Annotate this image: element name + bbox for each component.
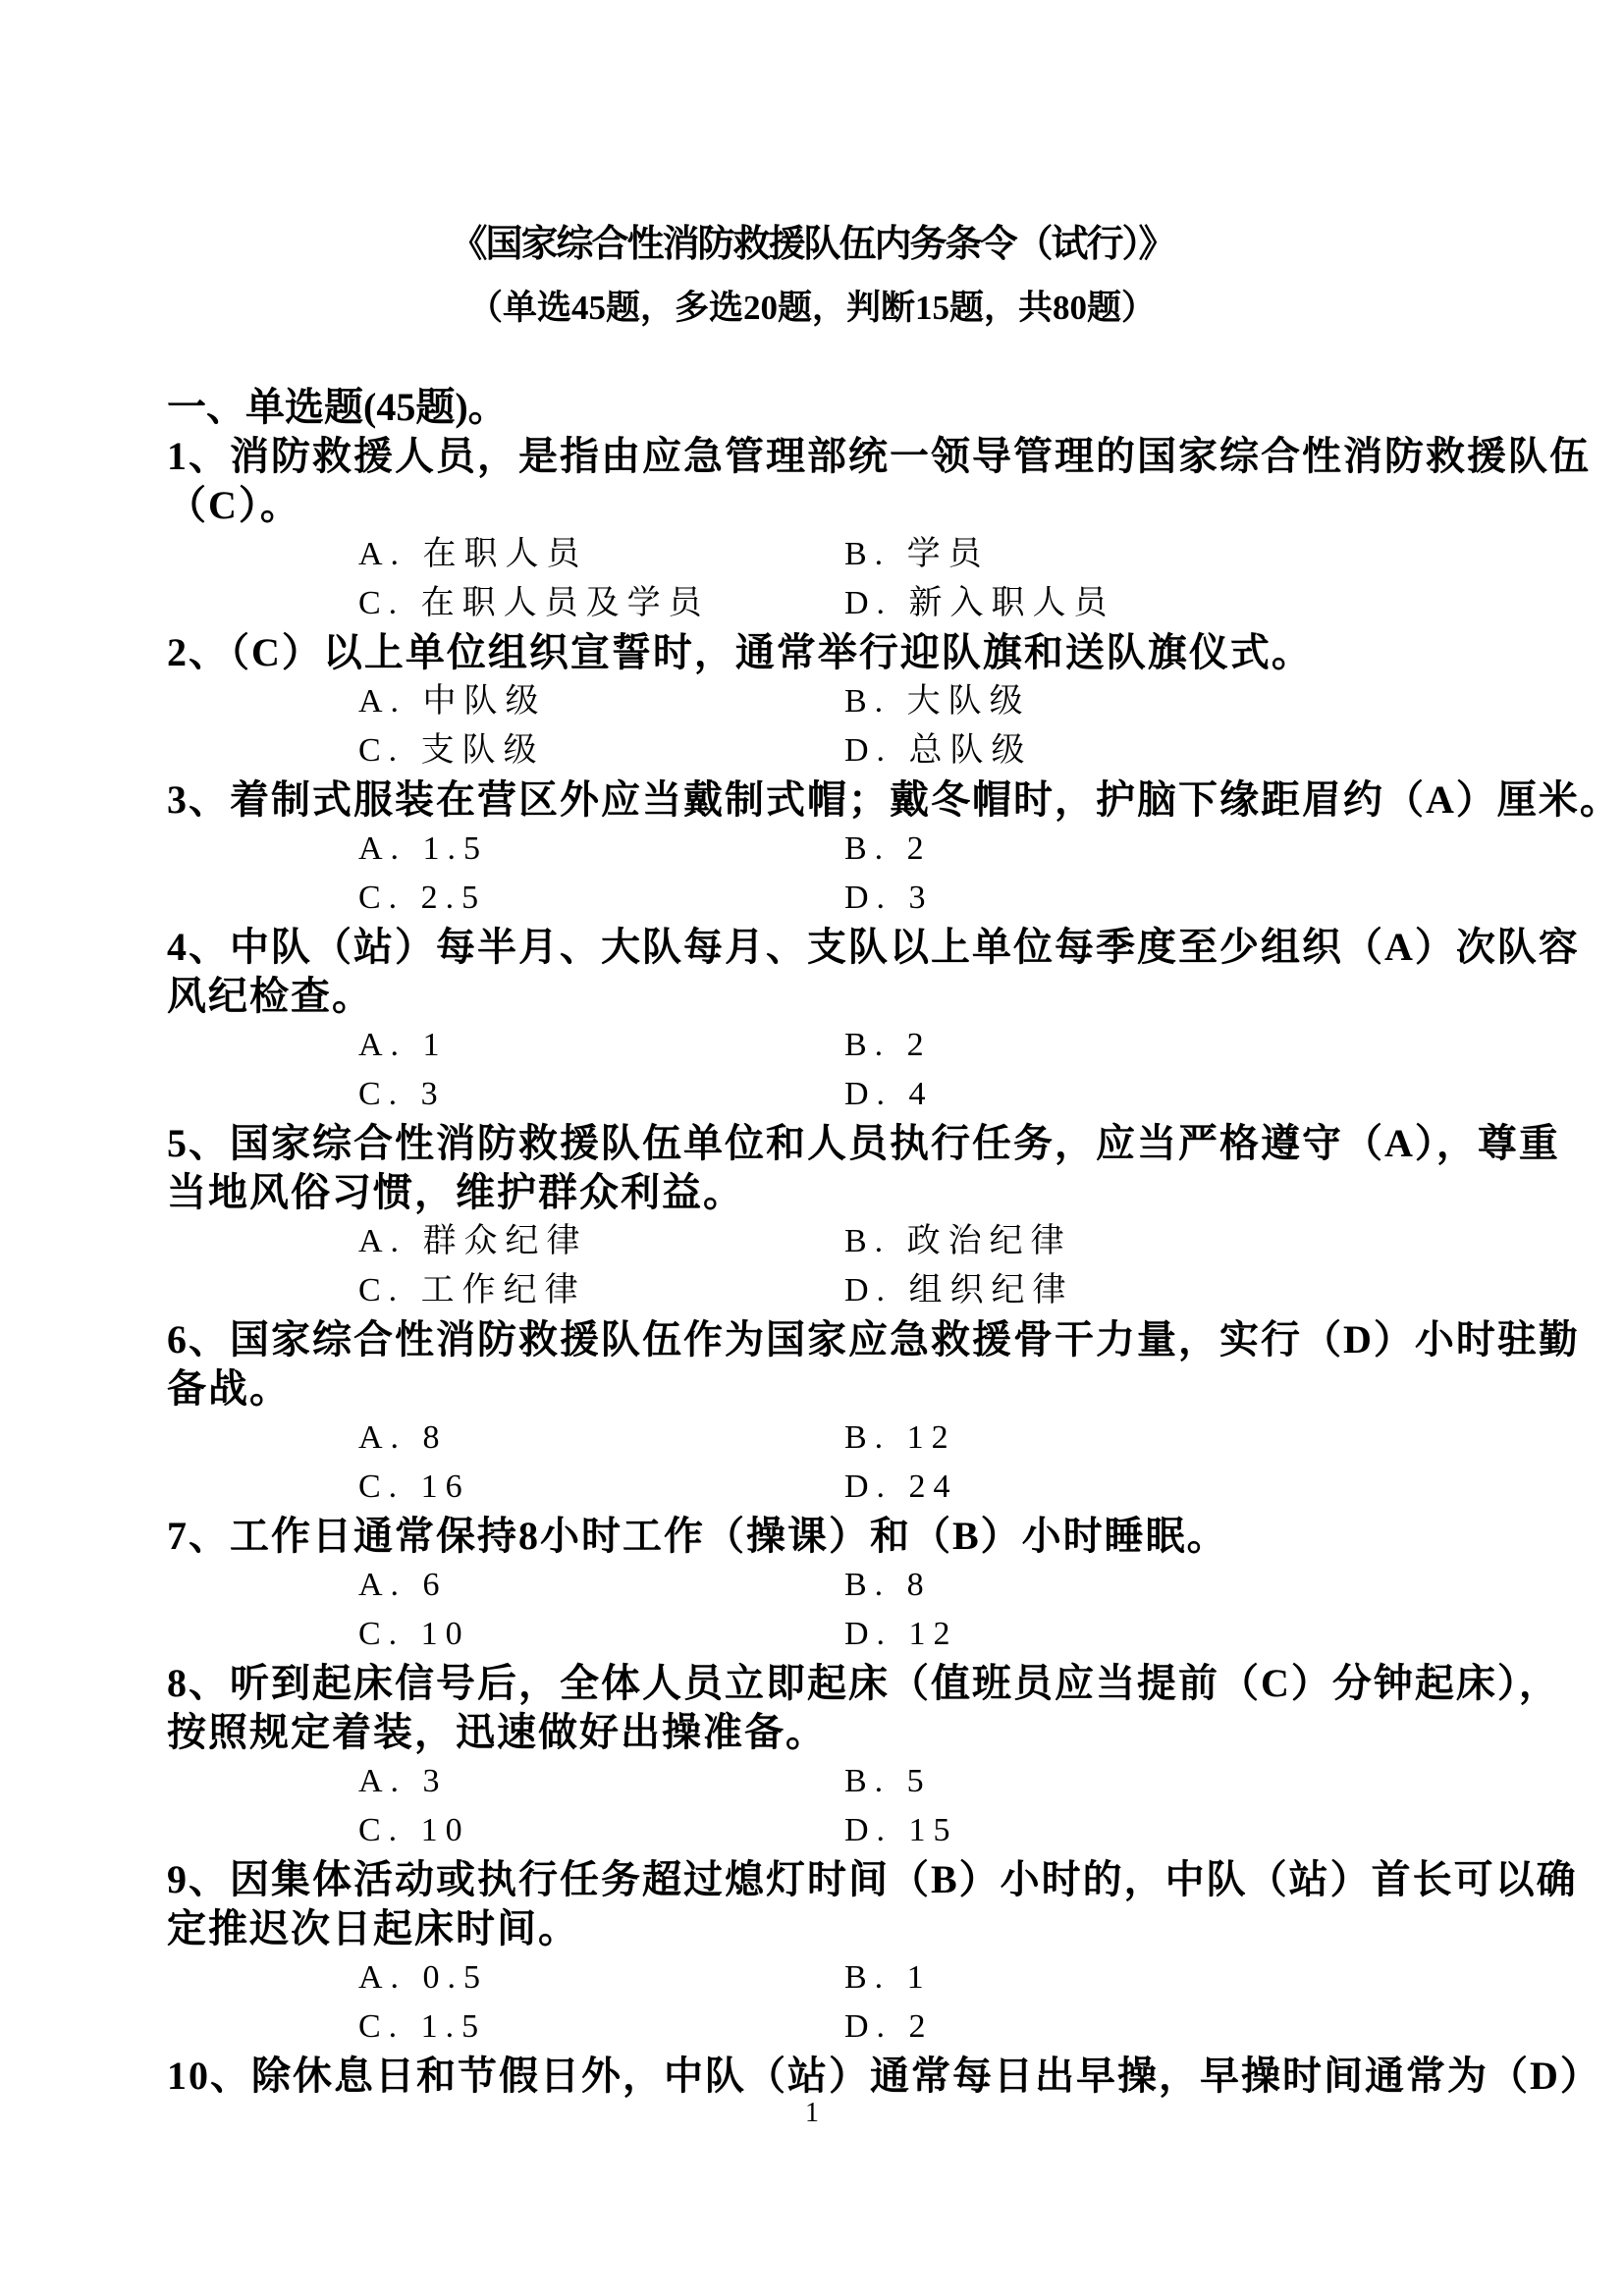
option-row [167,874,1457,923]
document-title: 《国家综合性消防救援队伍内务条令（试行）》 [450,224,1174,265]
option-d: D. 2 [844,2008,934,2045]
question-text-line: 3、着制式服装在营区外应当戴制式帽；戴冬帽时，护脑下缘距眉约（A）厘米。 [167,777,1621,822]
option-b: B. 大队级 [844,683,1031,720]
question-7 [167,1512,1457,1659]
spacer [167,334,1457,383]
question-text-line: 当地风俗习惯，维护群众利益。 [167,1170,744,1214]
option-row [167,825,1457,874]
option-a: A. 1 [358,1027,448,1063]
question-10 [167,2052,1601,2101]
option-row [167,579,1457,628]
option-b: B. 2 [844,830,932,867]
option-row [167,1070,1457,1119]
page-number: 1 [805,2098,819,2128]
section-heading: 一、单选题(45题)。 [167,385,508,429]
question-6 [167,1315,1580,1512]
option-b: B. 5 [844,1763,932,1799]
option-b: B. 1 [844,1959,932,1996]
option-row [167,1021,1457,1070]
document-content [167,206,1621,2101]
option-a: A. 8 [358,1419,448,1456]
option-c: C. 1.5 [358,2008,487,2045]
question-1 [167,432,1591,628]
option-row [167,1217,1457,1266]
option-c: C. 10 [358,1812,470,1848]
option-a: A. 0.5 [358,1959,489,1996]
option-b: B. 12 [844,1419,956,1456]
option-a: A. 在职人员 [358,536,588,572]
option-row [167,677,1457,726]
question-8 [167,1659,1560,1855]
question-text-line: 2、（C）以上单位组织宣誓时，通常举行迎队旗和送队旗仪式。 [167,630,1313,674]
option-a: A. 3 [358,1763,448,1799]
option-c: C. 支队级 [358,732,545,769]
option-row [167,1266,1457,1315]
option-d: D. 15 [844,1812,958,1848]
option-c: C. 16 [358,1468,470,1505]
option-c: C. 在职人员及学员 [358,585,710,621]
option-row [167,1610,1457,1659]
option-row [167,1561,1457,1610]
option-a: A. 1.5 [358,830,489,867]
question-text-line: 7、工作日通常保持8小时工作（操课）和（B）小时睡眠。 [167,1514,1228,1558]
option-row [167,1414,1457,1463]
question-2 [167,628,1457,775]
option-a: A. 中队级 [358,683,547,720]
question-5 [167,1119,1560,1315]
option-c: C. 3 [358,1076,446,1112]
question-text-line: 5、国家综合性消防救援队伍单位和人员执行任务，应当严格遵守（A），尊重 [167,1121,1560,1165]
option-d: D. 新入职人员 [844,585,1115,621]
option-b: B. 8 [844,1567,932,1603]
question-text-line: 8、听到起床信号后，全体人员立即起床（值班员应当提前（C）分钟起床）， [167,1661,1560,1705]
questions-container [167,432,1621,2101]
option-c: C. 2.5 [358,880,487,916]
question-text-line: 按照规定着装，迅速做好出操准备。 [167,1710,827,1754]
option-b: B. 学员 [844,536,990,572]
question-text-line: 备战。 [167,1366,291,1411]
option-c: C. 10 [358,1616,470,1652]
option-d: D. 24 [844,1468,958,1505]
option-row [167,1806,1457,1855]
document-subtitle: （单选45题，多选20题，判断15题，共80题） [467,289,1156,327]
option-c: C. 工作纪律 [358,1272,586,1308]
question-text-line: 定推迟次日起床时间。 [167,1906,579,1950]
option-a: A. 6 [358,1567,448,1603]
question-3 [167,775,1621,923]
option-row [167,1463,1457,1512]
question-text-line: 风纪检查。 [167,974,373,1018]
option-row [167,726,1457,775]
option-a: A. 群众纪律 [358,1223,588,1259]
question-text-line: （C）。 [167,483,301,527]
question-text-line: 4、中队（站）每半月、大队每月、支队以上单位每季度至少组织（A）次队容 [167,925,1580,969]
question-4 [167,923,1580,1119]
question-text-line: 9、因集体活动或执行任务超过熄灯时间（B）小时的，中队（站）首长可以确 [167,1857,1578,1901]
option-row [167,1953,1457,2002]
option-d: D. 4 [844,1076,934,1112]
option-row [167,2002,1457,2052]
option-row [167,1757,1457,1806]
question-9 [167,1855,1578,2052]
option-d: D. 12 [844,1616,958,1652]
option-b: B. 2 [844,1027,932,1063]
question-text-line: 1、消防救援人员，是指由应急管理部统一领导管理的国家综合性消防救援队伍 [167,434,1591,478]
question-text-line: 10、除休息日和节假日外，中队（站）通常每日出早操，早操时间通常为（D） [167,2054,1601,2098]
option-d: D. 组织纪律 [844,1272,1074,1308]
option-d: D. 总队级 [844,732,1033,769]
option-d: D. 3 [844,880,934,916]
option-b: B. 政治纪律 [844,1223,1072,1259]
option-row [167,530,1457,579]
question-text-line: 6、国家综合性消防救援队伍作为国家应急救援骨干力量，实行（D）小时驻勤 [167,1317,1580,1362]
